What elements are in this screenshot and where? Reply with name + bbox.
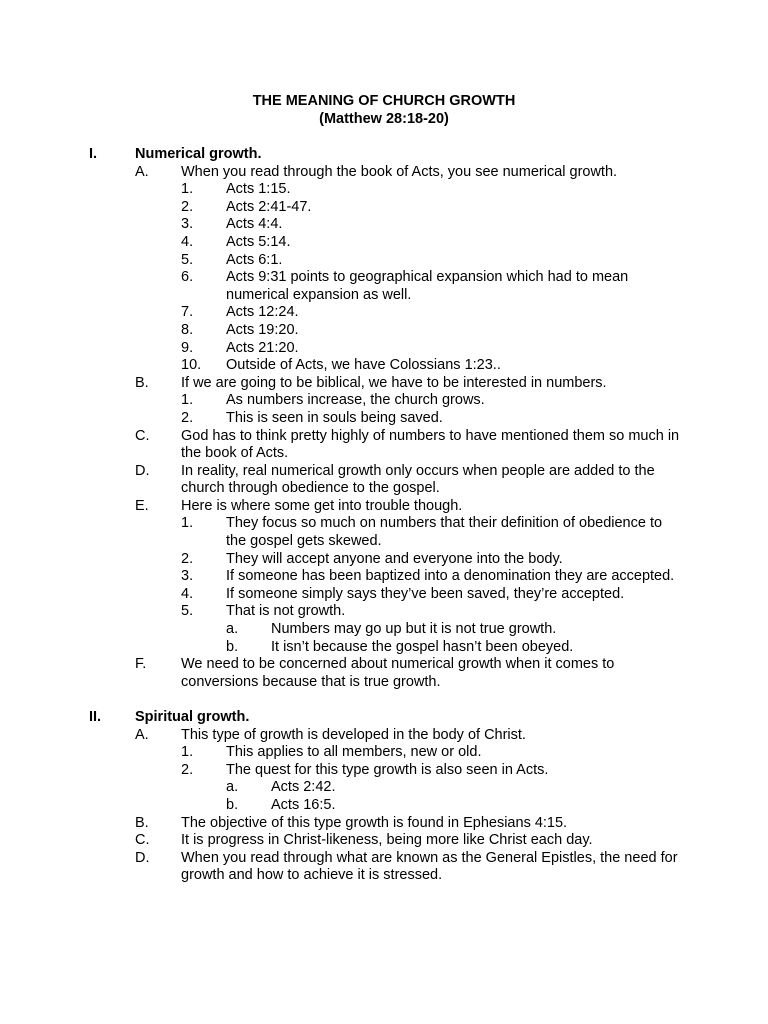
outline-point-text: When you read through the book of Acts, you see numerical growth. [181, 163, 618, 180]
outline-subpoint [0, 322, 768, 340]
outline-subpoint-text: Acts 5:14. [226, 233, 291, 250]
outline-point-marker: D. [135, 849, 150, 866]
outline-subpoint [0, 216, 768, 234]
outline-point [0, 727, 768, 745]
outline-subpoint [0, 199, 768, 217]
outline-point [0, 656, 768, 691]
outline-point-marker: D. [135, 462, 150, 479]
outline-point-text: The objective of this type growth is found in Ephesians 4:15. [181, 814, 568, 831]
section-heading-text: Spiritual growth. [135, 709, 250, 725]
sermon-outline [0, 146, 768, 885]
outline-subsubpoint [0, 797, 768, 815]
outline-subpoint [0, 357, 768, 375]
outline-subpoint [0, 551, 768, 569]
outline-subpoint [0, 234, 768, 252]
outline-subpoint-text: They focus so much on numbers that their definition of obedience to the gospel gets skewed. [226, 515, 663, 550]
outline-subpoint-marker: 5. [181, 603, 194, 620]
outline-subpoint-text: Acts 1:15. [226, 181, 291, 198]
outline-subpoint-marker: 6. [181, 269, 194, 286]
outline-subpoint-text: The quest for this type growth is also seen in Acts. [226, 761, 549, 778]
outline-subpoint-marker: 2. [181, 550, 194, 567]
outline-point-marker: B. [135, 814, 149, 831]
outline-subpoint-marker: 3. [181, 568, 194, 585]
outline-subpoint [0, 269, 768, 304]
outline-point-text: We need to be concerned about numerical growth when it comes to conversions because that is true growth. [181, 656, 615, 690]
outline-point-marker: E. [135, 497, 149, 514]
outline-point [0, 463, 768, 498]
outline-point [0, 815, 768, 833]
outline-section [0, 709, 768, 885]
outline-point [0, 850, 768, 885]
outline-point-marker: F. [135, 656, 147, 673]
outline-subpoint-marker: 2. [181, 761, 194, 778]
outline-subsubpoint [0, 639, 768, 657]
outline-subpoint-text: Acts 2:41-47. [226, 198, 312, 215]
outline-subsubpoint-marker: b. [226, 638, 239, 655]
outline-subsubpoint-text: Numbers may go up but it is not true growth. [271, 621, 557, 638]
outline-subpoint-text: This is seen in souls being saved. [226, 409, 443, 426]
outline-subpoint [0, 181, 768, 199]
outline-subpoint [0, 392, 768, 410]
outline-subpoint-marker: 2. [181, 409, 194, 426]
outline-subsubpoint-text: It isn’t because the gospel hasn’t been obeyed. [271, 638, 574, 655]
outline-point-text: When you read through what are known as the General Epistles, the need for growth and how to achieve it is stressed. [181, 849, 678, 884]
outline-point-marker: A. [135, 726, 149, 743]
outline-subpoint [0, 762, 768, 780]
outline-subpoint [0, 744, 768, 762]
outline-point-text: This type of growth is developed in the body of Christ. [181, 726, 526, 743]
outline-point-text: If we are going to be biblical, we have to be interested in numbers. [181, 374, 607, 391]
outline-subpoint-marker: 1. [181, 392, 194, 409]
outline-point-text: Here is where some get into trouble though. [181, 497, 463, 514]
outline-subpoint-marker: 1. [181, 515, 194, 532]
document-subtitle: (Matthew 28:18-20) [319, 110, 449, 127]
outline-subpoint [0, 568, 768, 586]
outline-point [0, 832, 768, 850]
outline-subpoint-text: Acts 9:31 points to geographical expansion which had to mean numerical expansion as well. [226, 269, 629, 303]
outline-subsubpoint-marker: b. [226, 796, 239, 813]
outline-point-text: God has to think pretty highly of numbers to have mentioned them so much in the book of Acts. [181, 427, 680, 462]
outline-subpoint-text: If someone simply says they’ve been saved, they’re accepted. [226, 585, 625, 602]
outline-subpoint [0, 603, 768, 621]
outline-subpoint-marker: 9. [181, 339, 194, 356]
outline-subpoint-marker: 3. [181, 216, 194, 233]
outline-point-marker: A. [135, 163, 149, 180]
outline-subpoint-text: Acts 19:20. [226, 321, 299, 338]
section-heading [0, 709, 768, 727]
outline-subpoint-text: They will accept anyone and everyone into the body. [226, 550, 563, 567]
outline-subpoint-marker: 1. [181, 744, 194, 761]
outline-subpoint-marker: 7. [181, 304, 194, 321]
document-title: THE MEANING OF CHURCH GROWTH [252, 93, 516, 109]
outline-subpoint-text: If someone has been baptized into a denomination they are accepted. [226, 568, 675, 585]
section-heading-marker: II. [89, 709, 102, 725]
outline-subpoint [0, 410, 768, 428]
outline-subpoint-marker: 10. [181, 357, 202, 374]
outline-point [0, 428, 768, 463]
section-heading-text: Numerical growth. [135, 146, 262, 162]
outline-subpoint-marker: 2. [181, 198, 194, 215]
outline-subpoint [0, 252, 768, 270]
outline-subsubpoint-text: Acts 2:42. [271, 779, 336, 796]
outline-subpoint-text: That is not growth. [226, 603, 346, 620]
section-heading-marker: I. [89, 146, 98, 162]
outline-subpoint-marker: 4. [181, 233, 194, 250]
outline-point-text: In reality, real numerical growth only occurs when people are added to the church through obedience to the gospel. [181, 462, 655, 497]
outline-point [0, 498, 768, 516]
outline-subpoint-text: Acts 4:4. [226, 216, 283, 233]
outline-subpoint-text: Outside of Acts, we have Colossians 1:23.. [226, 357, 501, 374]
outline-subsubpoint [0, 621, 768, 639]
outline-subpoint-marker: 4. [181, 585, 194, 602]
outline-subpoint-text: Acts 6:1. [226, 251, 283, 268]
outline-subpoint-marker: 1. [181, 181, 194, 198]
outline-section [0, 146, 768, 691]
outline-point-text: It is progress in Christ-likeness, being more like Christ each day. [181, 832, 593, 849]
outline-subpoint [0, 304, 768, 322]
outline-subpoint [0, 515, 768, 550]
outline-point-marker: C. [135, 832, 150, 849]
outline-point [0, 375, 768, 393]
outline-subpoint-text: This applies to all members, new or old. [226, 744, 482, 761]
outline-subpoint-text: As numbers increase, the church grows. [226, 392, 485, 409]
outline-point-marker: C. [135, 427, 150, 444]
outline-subsubpoint-marker: a. [226, 621, 239, 638]
outline-subpoint-text: Acts 12:24. [226, 304, 299, 321]
outline-point-marker: B. [135, 374, 149, 391]
section-heading [0, 146, 768, 164]
outline-subpoint-marker: 5. [181, 251, 194, 268]
outline-point [0, 164, 768, 182]
outline-subpoint-text: Acts 21:20. [226, 339, 299, 356]
outline-subpoint [0, 340, 768, 358]
outline-subsubpoint-text: Acts 16:5. [271, 796, 336, 813]
outline-subsubpoint-marker: a. [226, 779, 239, 796]
outline-subpoint [0, 586, 768, 604]
outline-subpoint-marker: 8. [181, 321, 194, 338]
outline-subsubpoint [0, 779, 768, 797]
